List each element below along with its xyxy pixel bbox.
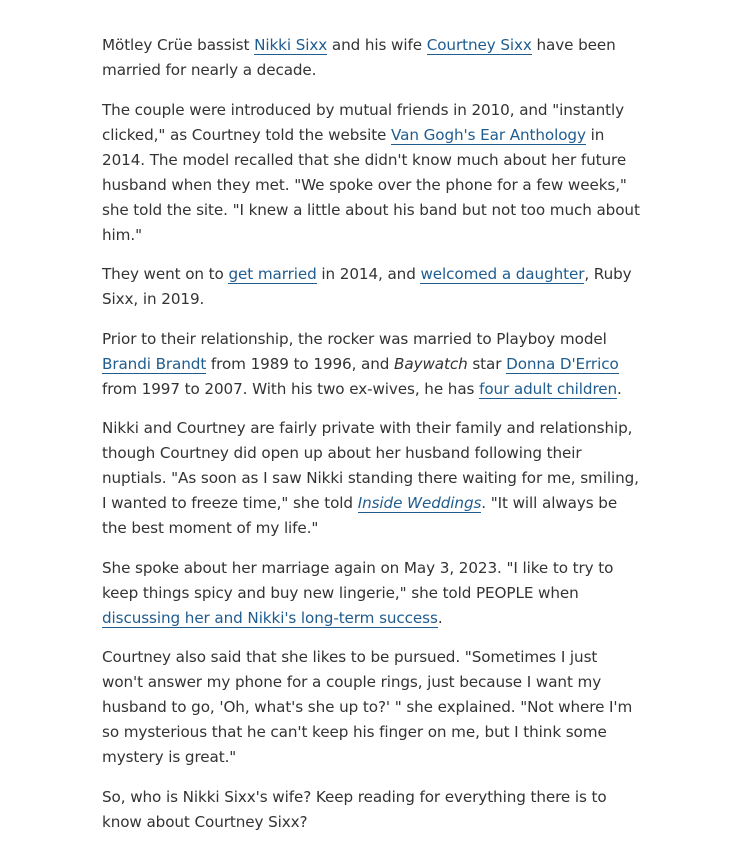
paragraph-pursued <box>102 645 642 770</box>
text: in 2014, and <box>316 265 421 283</box>
link-nikki-sixx[interactable]: Nikki Sixx <box>254 36 328 54</box>
text: The couple were introduced by mutual friends in 2010, and "instantly clicked," as Courtney told the website <box>102 100 624 144</box>
link-donna-derrico[interactable]: Donna D'Errico <box>506 354 619 373</box>
paragraph-intro <box>102 33 642 83</box>
show-title: Baywatch <box>394 354 468 373</box>
link-brandi-brandt[interactable]: Brandi Brandt <box>102 354 207 373</box>
link-four-adult-children[interactable]: four adult children <box>479 379 618 398</box>
text: and his wife <box>327 36 427 54</box>
text: . <box>617 379 622 398</box>
link-courtney-sixx[interactable]: Courtney Sixx <box>426 36 532 54</box>
text: They went on to <box>102 265 229 283</box>
paragraph-how-they-met <box>102 98 642 248</box>
text: So, who is Nikki Sixx's wife? Keep reading for everything there is to know about Courtney Sixx? <box>102 787 607 831</box>
publication-title: Inside Weddings <box>357 494 482 512</box>
text: Prior to their relationship, the rocker was married to Playboy model <box>102 329 607 348</box>
text: star <box>467 354 507 373</box>
article-body <box>102 33 642 849</box>
link-van-goghs-ear-anthology[interactable]: Van Gogh's Ear Anthology <box>391 125 586 144</box>
link-inside-weddings[interactable] <box>358 494 482 513</box>
paragraph-closing <box>102 785 642 835</box>
text: . "It will always be the best moment of my life." <box>102 494 618 537</box>
text: Mötley Crüe bassist <box>102 36 255 54</box>
text: Nikki and Courtney are fairly private with their family and relationship, though Courtney did open up about her husband following their nuptials. "As soon as I saw Nikki standing there waiting for me, smiling, I wanted to freeze time," she told <box>102 419 639 512</box>
text: have been married for nearly a decade. <box>102 36 616 79</box>
link-welcomed-a-daughter[interactable]: welcomed a daughter <box>420 265 585 283</box>
paragraph-nuptials <box>102 416 642 541</box>
text: She spoke about her marriage again on May 3, 2023. "I like to try to keep things spicy and buy new lingerie," she told PEOPLE when <box>102 558 614 602</box>
link-get-married[interactable]: get married <box>228 265 317 283</box>
text: in 2014. The model recalled that she didn't know much about her future husband when they met. "We spoke over the phone for a few weeks," she told the site. "I knew a little about his band but not too much about him." <box>102 125 640 244</box>
text: , Ruby Sixx, in 2019. <box>102 265 632 308</box>
text: . <box>437 608 443 627</box>
text: from 1997 to 2007. With his two ex-wives, he has <box>102 379 480 398</box>
paragraph-marriage <box>102 262 642 312</box>
text: from 1989 to 1996, and <box>206 354 395 373</box>
link-long-term-success[interactable]: discussing her and Nikki's long-term success <box>102 608 438 627</box>
paragraph-may-2023 <box>102 556 642 631</box>
paragraph-previous-marriages <box>102 327 642 402</box>
text: Courtney also said that she likes to be pursued. "Sometimes I just won't answer my phone for a couple rings, just because I want my husband to go, 'Oh, what's she up to?' " she explained. "Not where I'm so mysterious that he can't keep his finger on me, but I think some mystery is great." <box>102 648 633 766</box>
